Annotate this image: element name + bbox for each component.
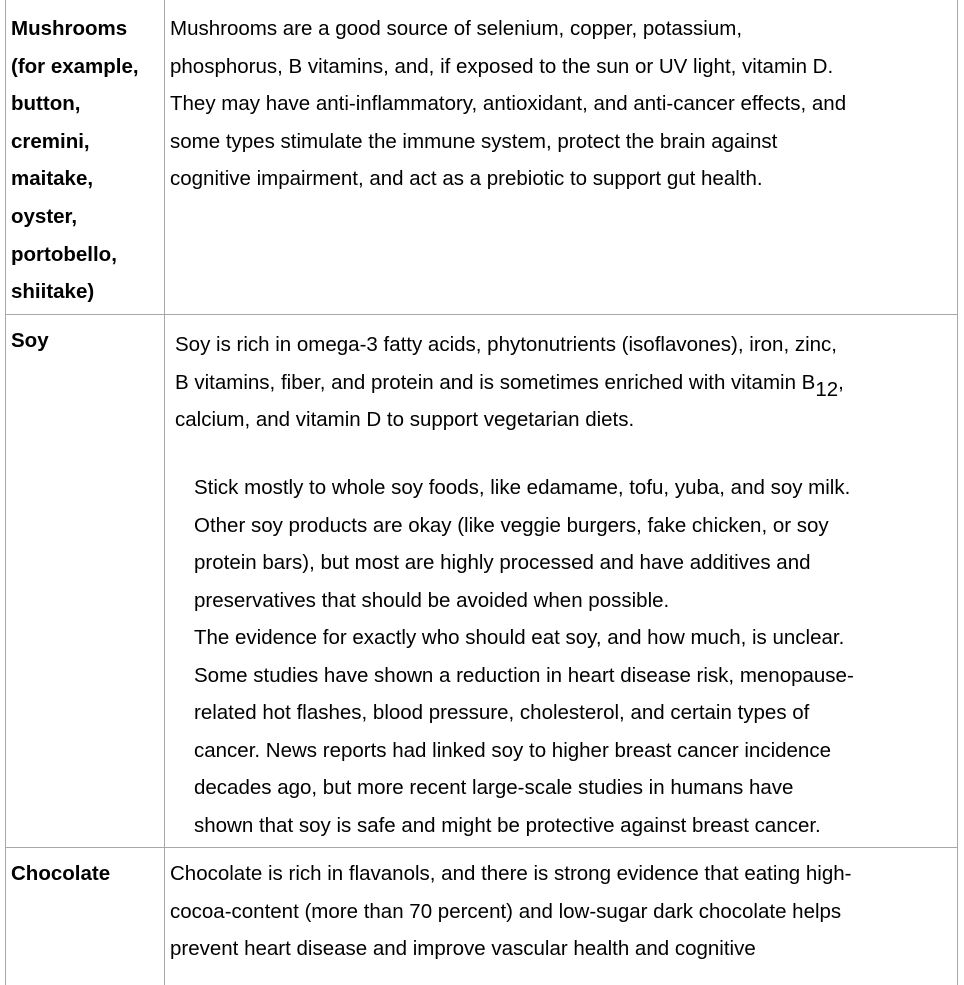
text-line: preservatives that should be avoided when possible. [194, 588, 670, 612]
soy-note-whole-foods [194, 469, 850, 619]
text-line-with-subscript [175, 364, 844, 402]
label-line: shiitake) [11, 280, 95, 304]
text-line: Other soy products are okay (like veggie burgers, fake chicken, or soy [194, 513, 829, 537]
label-line: oyster, [11, 204, 78, 228]
table-border-right [957, 0, 958, 985]
text-line: Chocolate is rich in flavanols, and there is strong evidence that eating high- [170, 862, 852, 885]
nutrition-table [5, 0, 958, 985]
text-line: prevent heart disease and improve vascular health and cognitive [170, 937, 756, 961]
soy-note-evidence [194, 619, 854, 845]
label-line: button, [11, 92, 81, 116]
chocolate-description [170, 855, 851, 968]
text-line: They may have anti-inflammatory, antioxidant, and anti-cancer effects, and [170, 92, 847, 116]
label-line: Soy [11, 329, 49, 352]
text-line: cocoa-content (more than 70 percent) and low-sugar dark chocolate helps [170, 899, 842, 923]
text-line: cancer. News reports had linked soy to higher breast cancer incidence [194, 738, 831, 762]
text-line: protein bars), but most are highly processed and have additives and [194, 551, 811, 575]
text-line: Soy is rich in omega-3 fatty acids, phytonutrients (isoflavones), iron, zinc, [175, 333, 837, 356]
label-line: portobello, [11, 242, 117, 266]
label-line: (for example, [11, 54, 139, 78]
text-line: The evidence for exactly who should eat soy, and how much, is unclear. [194, 626, 845, 649]
text-line: shown that soy is safe and might be protective against breast cancer. [194, 813, 821, 837]
row-divider-1 [5, 314, 958, 315]
label-line: cremini, [11, 129, 90, 153]
text-line: some types stimulate the immune system, protect the brain against [170, 129, 778, 153]
column-divider [164, 0, 165, 985]
text-line: Stick mostly to whole soy foods, like edamame, tofu, yuba, and soy milk. [194, 476, 851, 499]
row-divider-2 [5, 847, 958, 848]
row-label-mushrooms [11, 10, 139, 311]
text-segment: B vitamins, fiber, and protein and is sometimes enriched with vitamin B [175, 370, 816, 394]
text-line: calcium, and vitamin D to support vegetarian diets. [175, 408, 635, 432]
table-border-left [5, 0, 6, 985]
text-line: Some studies have shown a reduction in heart disease risk, menopause- [194, 663, 854, 687]
label-line: maitake, [11, 167, 94, 191]
row-label-soy [11, 322, 49, 360]
soy-intro [175, 326, 844, 439]
text-line: Mushrooms are a good source of selenium, copper, potassium, [170, 17, 743, 40]
label-line: Chocolate [11, 862, 111, 885]
text-line: cognitive impairment, and act as a prebiotic to support gut health. [170, 167, 763, 191]
text-line: related hot flashes, blood pressure, cholesterol, and certain types of [194, 701, 810, 725]
label-line: Mushrooms [11, 17, 128, 40]
text-line: phosphorus, B vitamins, and, if exposed to the sun or UV light, vitamin D. [170, 54, 834, 78]
mushrooms-description [170, 10, 846, 198]
text-segment: , [838, 370, 844, 394]
subscript: 12 [815, 377, 839, 401]
row-label-chocolate [11, 855, 110, 893]
text-line: decades ago, but more recent large-scale studies in humans have [194, 776, 794, 800]
